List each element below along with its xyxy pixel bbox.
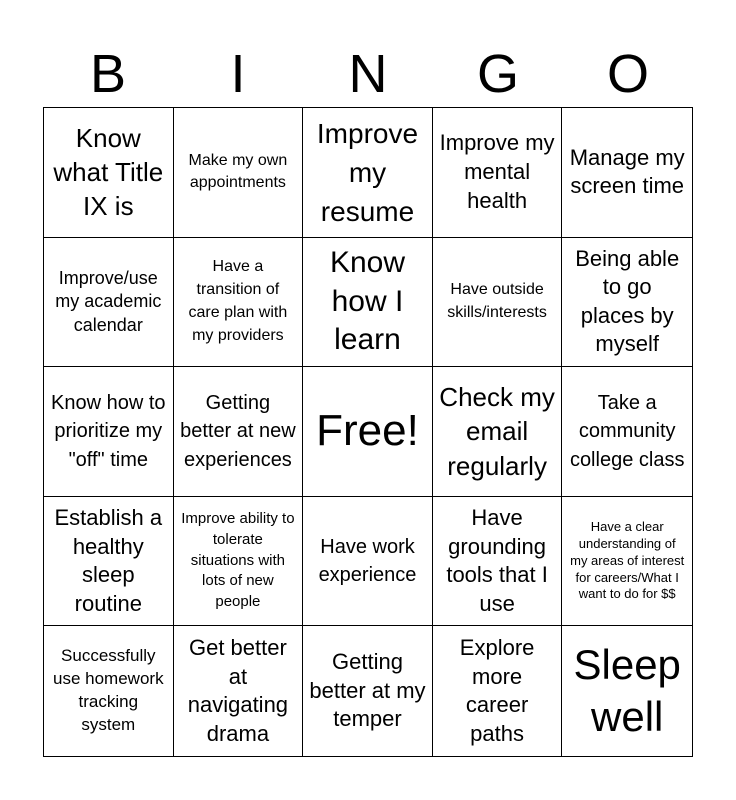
- bingo-cell-free[interactable]: [303, 367, 433, 497]
- cell-text: Get better at navigating drama: [187, 635, 289, 746]
- cell-text: Know what Title IX is: [53, 122, 164, 222]
- bingo-cell[interactable]: [174, 367, 304, 497]
- bingo-cell[interactable]: [174, 108, 304, 238]
- bingo-cell[interactable]: [433, 497, 563, 627]
- cell-text: Improve my resume: [316, 117, 419, 227]
- cell-text: Getting better at my temper: [309, 649, 426, 732]
- cell-text: Successfully use homework tracking system: [53, 646, 164, 735]
- bingo-cell[interactable]: [44, 238, 174, 368]
- bingo-cell[interactable]: [562, 108, 692, 238]
- cell-text: Know how to prioritize my "off" time: [51, 391, 166, 471]
- bingo-cell[interactable]: [303, 626, 433, 756]
- bingo-cell[interactable]: [433, 367, 563, 497]
- cell-text: Establish a healthy sleep routine: [54, 504, 163, 616]
- bingo-cell[interactable]: [433, 238, 563, 368]
- cell-text: Take a community college class: [569, 391, 685, 471]
- bingo-cell[interactable]: [303, 108, 433, 238]
- bingo-cell[interactable]: [44, 497, 174, 627]
- bingo-header: [43, 40, 693, 108]
- bingo-cell[interactable]: [174, 497, 304, 627]
- header-letter-n: N: [348, 44, 388, 104]
- cell-text: Know how I learn: [329, 246, 406, 357]
- bingo-cell[interactable]: [44, 108, 174, 238]
- header-letter-o: O: [606, 44, 649, 104]
- bingo-cell[interactable]: [562, 497, 692, 627]
- bingo-cell[interactable]: [174, 626, 304, 756]
- cell-text: Getting better at new experiences: [180, 391, 296, 471]
- cell-text: Make my own appointments: [188, 151, 288, 192]
- cell-text: Explore more career paths: [459, 635, 535, 746]
- header-letter-g: G: [476, 44, 519, 104]
- bingo-cell[interactable]: [562, 626, 692, 756]
- cell-text: Manage my screen time: [569, 144, 685, 199]
- cell-text: Have a clear understanding of my areas of interest for careers/What I want to do for $$: [570, 518, 685, 602]
- bingo-cell[interactable]: [303, 497, 433, 627]
- bingo-cell[interactable]: [303, 238, 433, 368]
- cell-text: Have grounding tools that I use: [446, 504, 548, 616]
- cell-text: Improve ability to tolerate situations with lots of new people: [181, 510, 295, 611]
- bingo-cell[interactable]: [433, 626, 563, 756]
- cell-text: Improve my mental health: [439, 130, 555, 213]
- bingo-cell[interactable]: [44, 367, 174, 497]
- free-space-text: Free!: [316, 406, 419, 456]
- bingo-board: [43, 107, 693, 757]
- cell-text: Being able to go places by myself: [575, 245, 680, 357]
- header-letter-i: I: [230, 44, 246, 104]
- cell-text: Sleep well: [573, 640, 681, 741]
- header-letter-b: B: [89, 44, 127, 104]
- bingo-cell[interactable]: [433, 108, 563, 238]
- bingo-cell[interactable]: [44, 626, 174, 756]
- cell-text: Improve/use my academic calendar: [55, 267, 162, 335]
- bingo-cell[interactable]: [562, 238, 692, 368]
- cell-text: Have a transition of care plan with my providers: [188, 258, 288, 344]
- cell-text: Check my email regularly: [439, 382, 555, 481]
- cell-text: Have work experience: [318, 535, 417, 587]
- cell-text: Have outside skills/interests: [447, 281, 547, 321]
- bingo-cell[interactable]: [174, 238, 304, 368]
- bingo-cell[interactable]: [562, 367, 692, 497]
